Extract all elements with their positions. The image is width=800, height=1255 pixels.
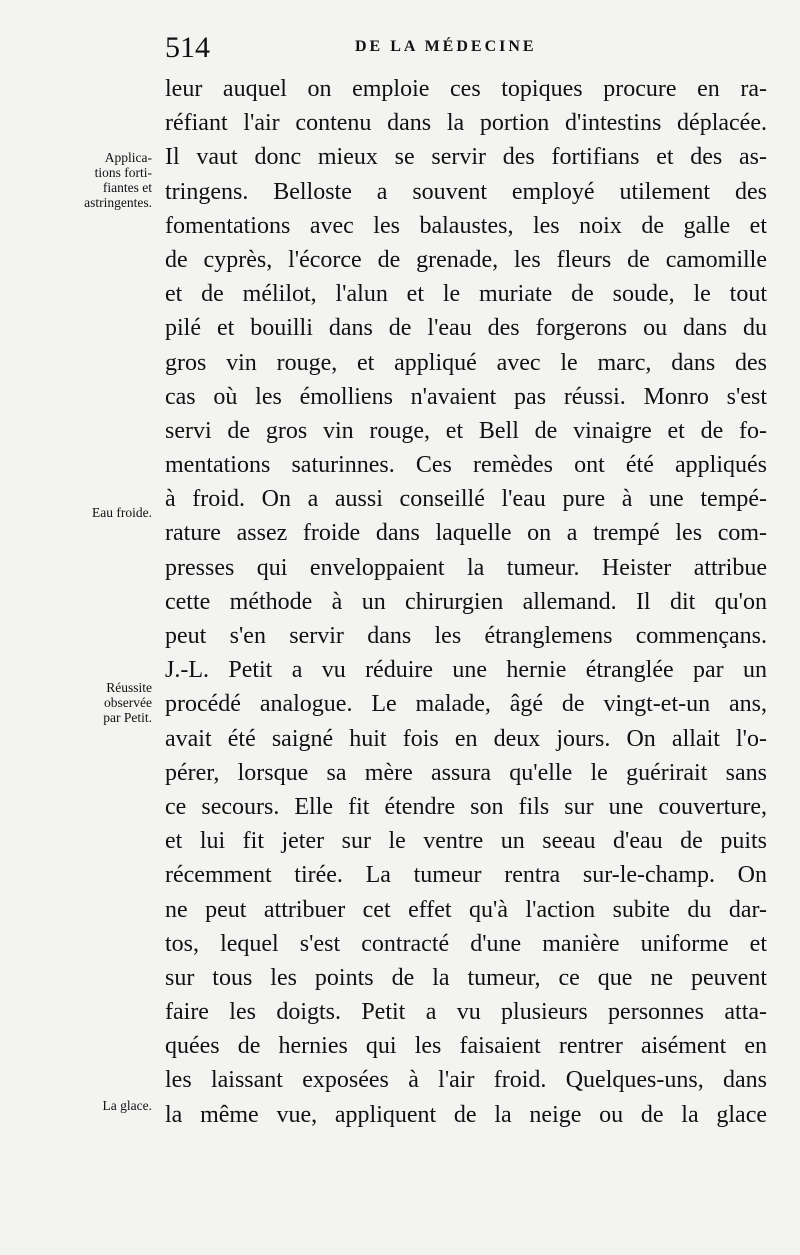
page-header [165,30,765,66]
text-line: tos, lequel s'est contracté d'une manière uniforme et [165,930,767,957]
margin-note-line: Applica- [104,150,152,165]
text-line: faire les doigts. Petit a vu plusieurs personnes atta- [165,999,767,1026]
text-line: et de mélilot, l'alun et le muriate de soude, le tout [165,281,767,308]
text-line: réfiant l'air contenu dans la portion d'intestins déplacée. [165,110,767,137]
margin-note-reussite [103,680,152,725]
text-line: ne peut attribuer cet effet qu'à l'action subite du dar- [165,896,767,923]
text-line: tringens. Belloste a souvent employé utilement des [165,178,767,205]
text-line: avait été saigné huit fois en deux jours. On allait l'o- [165,725,767,752]
text-line: leur auquel on emploie ces topiques procure en ra- [165,76,767,102]
margin-note-line: par Petit. [103,710,152,725]
text-line: peut s'en servir dans les étranglemens commençans. [165,623,767,649]
margin-note-applications [84,150,152,210]
text-line: presses qui enveloppaient la tumeur. Heister attribue [165,554,767,581]
text-line: les laissant exposées à l'air froid. Quelques-uns, dans [165,1067,767,1094]
margin-note-line: fiantes et [102,180,152,195]
text-line: gros vin rouge, et appliqué avec le marc, dans des [165,349,767,376]
text-line: récemment tirée. La tumeur rentra sur-le-champ. On [165,862,767,889]
text-line: procédé analogue. Le malade, âgé de vingt-et-un ans, [165,691,767,718]
text-line: et lui fit jeter sur le ventre un seeau d'eau de puits [165,828,767,855]
text-line: pilé et bouilli dans de l'eau des forgerons ou dans du [165,315,767,342]
text-line: la même vue, appliquent de la neige ou de la glace [165,1101,767,1128]
margin-note-line: observée [104,695,152,710]
margin-note-line: Eau froide. [92,505,152,520]
margin-note-line: astringentes. [84,195,152,210]
text-line: J.-L. Petit a vu réduire une hernie étranglée par un [165,657,767,684]
text-line: de cyprès, l'écorce de grenade, les fleurs de camomille [165,246,767,273]
text-line: Il vaut donc mieux se servir des fortifians et des as- [165,144,767,171]
margin-note-la-glace [103,1098,152,1113]
text-line: pérer, lorsque sa mère assura qu'elle le guérirait sans [165,759,767,786]
text-line: quées de hernies qui les faisaient rentrer aisément en [165,1033,767,1060]
margin-note-eau-froide [92,505,152,520]
text-line: cas où les émolliens n'avaient pas réussi. Monro s'est [165,383,767,410]
text-line: ce secours. Elle fit étendre son fils sur une couverture, [165,793,767,820]
text-line: cette méthode à un chirurgien allemand. Il dit qu'on [165,588,767,615]
body-text [165,72,767,1132]
margin-note-line: tions forti- [94,165,152,180]
text-line: rature assez froide dans laquelle on a trempé les com- [165,520,767,547]
text-line: mentations saturinnes. Ces remèdes ont été appliqués [165,452,767,479]
text-line: servi de gros vin rouge, et Bell de vinaigre et de fo- [165,417,767,444]
margin-note-line: Réussite [106,680,152,695]
page-number: 514 [165,31,210,64]
running-head: DE LA MÉDECINE [355,38,537,55]
text-line: fomentations avec les balaustes, les noix de galle et [165,212,767,239]
text-line: à froid. On a aussi conseillé l'eau pure à une tempé- [165,486,767,513]
text-line: sur tous les points de la tumeur, ce que ne peuvent [165,964,767,991]
margin-note-line: La glace. [102,1098,152,1113]
